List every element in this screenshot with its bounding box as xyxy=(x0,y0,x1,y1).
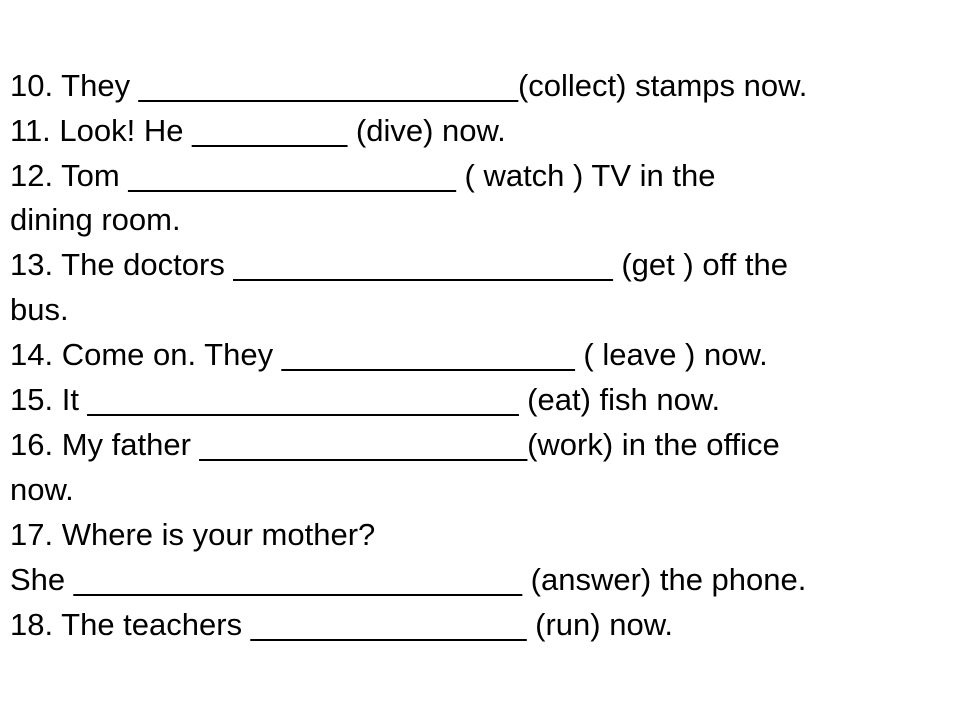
exercise-17-line: She __________________________ (answer) the phone. xyxy=(10,562,807,597)
exercise-17-question: 17. Where is your mother? xyxy=(10,517,376,552)
exercise-18-line: 18. The teachers ________________ (run) now. xyxy=(10,607,673,642)
exercise-15-line: 15. It _________________________ (eat) fish now. xyxy=(10,382,721,417)
exercise-13-line: 13. The doctors ______________________ (get ) off the xyxy=(10,247,788,282)
exercise-13-continued: bus. xyxy=(10,292,69,327)
exercise-12-line: 12. Tom ___________________ ( watch ) TV in the xyxy=(10,158,716,193)
exercise-16-line: 16. My father ___________________(work) in the office xyxy=(10,427,780,462)
exercise-16-continued: now. xyxy=(10,472,74,507)
exercise-10-line: 10. They ______________________(collect) stamps now. xyxy=(10,68,808,103)
exercise-11-line: 11. Look! He _________ (dive) now. xyxy=(10,113,506,148)
worksheet xyxy=(10,0,950,720)
exercise-12-continued: dining room. xyxy=(10,202,181,237)
exercise-14-line: 14. Come on. They _________________ ( leave ) now. xyxy=(10,337,768,372)
